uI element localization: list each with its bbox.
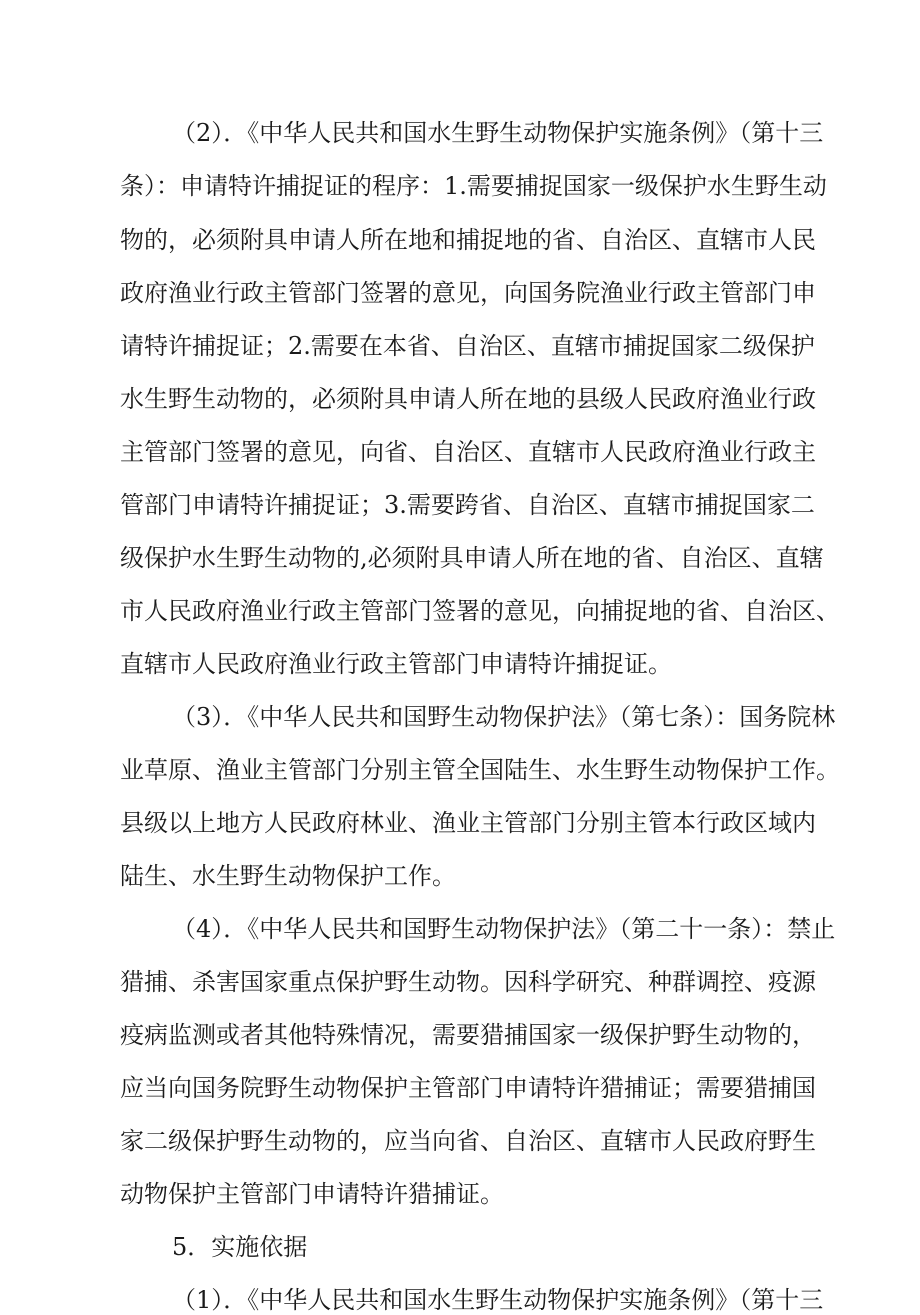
paragraph-2-line-11: 直辖市人民政府渔业行政主管部门申请特许捕捉证。 [120, 650, 672, 678]
paragraph-4-line-1: （4）．《中华人民共和国野生动物保护法》（第二十一条）：禁止 [172, 915, 836, 943]
paragraph-2-line-8: 管部门申请特许捕捉证；3.需要跨省、自治区、直辖市捕捉国家二 [120, 491, 815, 519]
paragraph-2-line-10: 市人民政府渔业行政主管部门签署的意见，向捕捉地的省、自治区、 [120, 597, 840, 625]
paragraph-4-line-3: 疫病监测或者其他特殊情况，需要猎捕国家一级保护野生动物的， [120, 1021, 816, 1049]
paragraph-2-line-5: 请特许捕捉证；2.需要在本省、自治区、直辖市捕捉国家二级保护 [120, 332, 815, 360]
paragraph-1-line-1: （1）．《中华人民共和国水生野生动物保护实施条例》（第十三 [172, 1286, 824, 1314]
paragraph-2-line-2: 条）：申请特许捕捉证的程序：1.需要捕捉国家一级保护水生野生动 [120, 172, 827, 200]
paragraph-4-line-5: 家二级保护野生动物的，应当向省、自治区、直辖市人民政府野生 [120, 1127, 816, 1155]
paragraph-4-line-2: 猎捕、杀害国家重点保护野生动物。因科学研究、种群调控、疫源 [120, 968, 816, 996]
paragraph-4-line-6: 动物保护主管部门申请特许猎捕证。 [120, 1180, 504, 1208]
section-heading-5: 5．实施依据 [172, 1233, 308, 1261]
paragraph-3-line-2: 业草原、渔业主管部门分别主管全国陆生、水生野生动物保护工作。 [120, 756, 840, 784]
paragraph-2-line-9: 级保护水生野生动物的,必须附具申请人所在地的省、自治区、直辖 [120, 544, 824, 572]
paragraph-3-line-3: 县级以上地方人民政府林业、渔业主管部门分别主管本行政区域内 [120, 809, 816, 837]
paragraph-2-line-1: （2）．《中华人民共和国水生野生动物保护实施条例》（第十三 [172, 119, 824, 147]
paragraph-4-line-4: 应当向国务院野生动物保护主管部门申请特许猎捕证；需要猎捕国 [120, 1074, 816, 1102]
paragraph-2-line-3: 物的，必须附具申请人所在地和捕捉地的省、自治区、直辖市人民 [120, 226, 816, 254]
paragraph-3-line-4: 陆生、水生野生动物保护工作。 [120, 862, 456, 890]
paragraph-2-line-7: 主管部门签署的意见，向省、自治区、直辖市人民政府渔业行政主 [120, 438, 816, 466]
paragraph-2-line-6: 水生野生动物的，必须附具申请人所在地的县级人民政府渔业行政 [120, 385, 816, 413]
paragraph-3-line-1: （3）．《中华人民共和国野生动物保护法》（第七条）：国务院林 [172, 703, 836, 731]
paragraph-2-line-4: 政府渔业行政主管部门签署的意见，向国务院渔业行政主管部门申 [120, 279, 816, 307]
